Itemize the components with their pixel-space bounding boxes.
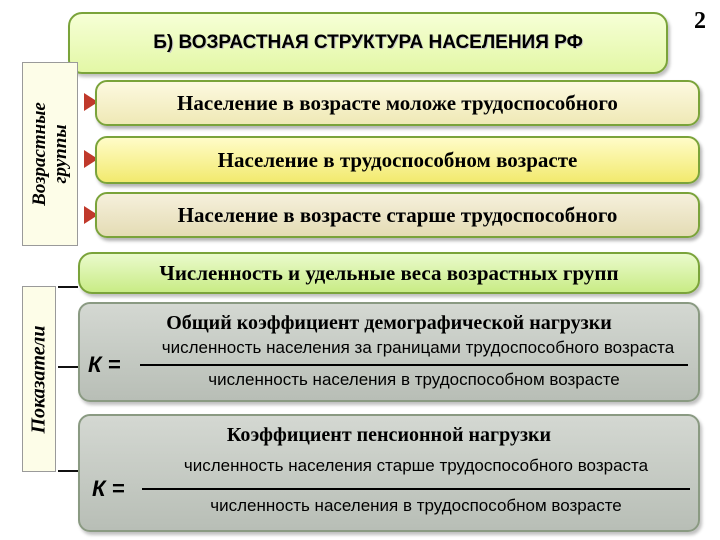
- demographic-load-denominator: численность населения в трудоспособном возрасте: [208, 370, 620, 389]
- count-indicator-label: Численность и удельные веса возрастных групп: [159, 260, 619, 285]
- side-label-groups-text: Возрастные группы: [29, 102, 71, 206]
- side-label-indicators: [22, 286, 56, 472]
- title-box: [68, 12, 668, 74]
- age-group-older: [95, 192, 700, 238]
- age-group-older-label: Население в возрасте старше трудоспособного: [177, 202, 618, 227]
- connector-3: [58, 470, 78, 472]
- pension-load-title: Коэффициент пенсионной нагрузки: [226, 424, 552, 446]
- side-label-groups: [22, 62, 78, 246]
- pension-load-box: [78, 414, 700, 532]
- demographic-load-numerator: численность населения за границами трудоспособного возраста: [161, 338, 675, 357]
- age-group-younger-label: Население в возрасте моложе трудоспособного: [177, 90, 618, 115]
- slide-number: 2: [694, 8, 706, 34]
- age-group-working-label: Население в трудоспособном возрасте: [217, 147, 578, 172]
- pension-load-numerator: численность населения старше трудоспособного возраста: [183, 456, 649, 475]
- pension-load-denominator: численность населения в трудоспособном возрасте: [210, 496, 622, 515]
- demographic-load-symbol: К =: [88, 352, 121, 377]
- count-indicator-box: [78, 252, 700, 294]
- side-label-indicators-text: Показатели: [27, 324, 50, 434]
- age-group-working: [95, 136, 700, 184]
- demographic-load-title: Общий коэффициент демографической нагрузки: [166, 312, 612, 334]
- page-title: Б) ВОЗРАСТНАЯ СТРУКТУРА НАСЕЛЕНИЯ РФ: [153, 32, 583, 53]
- connector-1: [58, 286, 78, 288]
- pension-load-fraction-line: [142, 488, 690, 490]
- demographic-load-box: [78, 302, 700, 402]
- age-group-younger: [95, 80, 700, 126]
- pension-load-symbol: К =: [92, 476, 125, 501]
- demographic-load-fraction-line: [140, 364, 688, 366]
- connector-2: [58, 366, 78, 368]
